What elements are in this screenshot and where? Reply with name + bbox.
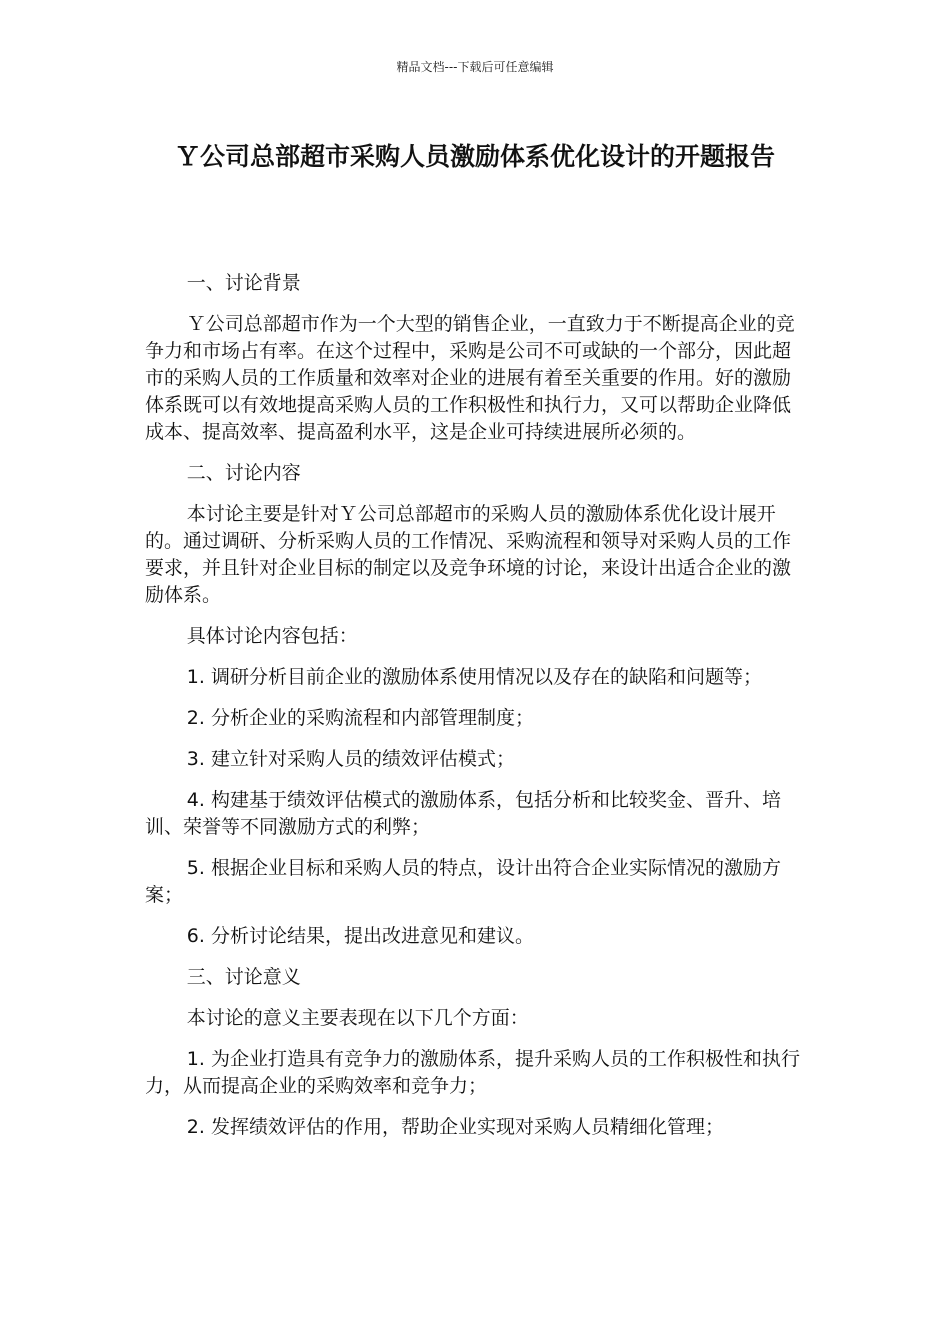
list-item: 1. 调研分析目前企业的激励体系使用情况以及存在的缺陷和问题等； <box>186 666 762 688</box>
section-heading-content: 二、讨论内容 <box>186 462 301 484</box>
list-item: 2. 发挥绩效评估的作用，帮助企业实现对采购人员精细化管理； <box>186 1116 724 1138</box>
section-heading-background: 一、讨论背景 <box>186 272 301 294</box>
list-item: 3. 建立针对采购人员的绩效评估模式； <box>186 748 515 770</box>
header-note: 精品文档---下载后可任意编辑 <box>396 60 554 74</box>
paragraph-background: Ｙ公司总部超市作为一个大型的销售企业，一直致力于不断提高企业的竞争力和市场占有率。在这个过程中，采购是公司不可或缺的一个部分，因此超市的采购人员的工作质量和效率对企业的进展有着至关重要的作用。好的激励体系既可以有效地提高采购人员的工作积极性和执行力，又可以帮助企业降低成本、提高效率、提高盈利水平，这是企业可持续进展所必须的。 <box>145 313 795 443</box>
list-item: 1. 为企业打造具有竞争力的激励体系，提升采购人员的工作积极性和执行力，从而提高企业的采购效率和竞争力； <box>145 1048 800 1097</box>
section-heading-significance: 三、讨论意义 <box>186 966 301 988</box>
list-item: 6. 分析讨论结果，提出改进意见和建议。 <box>186 925 534 947</box>
list-item: 2. 分析企业的采购流程和内部管理制度； <box>186 707 534 729</box>
paragraph-content: 本讨论主要是针对Ｙ公司总部超市的采购人员的激励体系优化设计展开的。通过调研、分析采购人员的工作情况、采购流程和领导对采购人员的工作要求，并且针对企业目标的制定以及竞争环境的讨论，来设计出适合企业的激励体系。 <box>145 503 792 606</box>
paragraph-significance-intro: 本讨论的意义主要表现在以下几个方面： <box>186 1007 529 1029</box>
list-item: 5. 根据企业目标和采购人员的特点，设计出符合企业实际情况的激励方案； <box>145 857 781 906</box>
list-item: 4. 构建基于绩效评估模式的激励体系，包括分析和比较奖金、晋升、培训、荣誉等不同激励方式的利弊； <box>145 789 781 838</box>
document-title: Ｙ公司总部超市采购人员激励体系优化设计的开题报告 <box>174 142 775 171</box>
paragraph-content-intro: 具体讨论内容包括： <box>186 625 358 647</box>
document-body <box>145 270 809 1155</box>
